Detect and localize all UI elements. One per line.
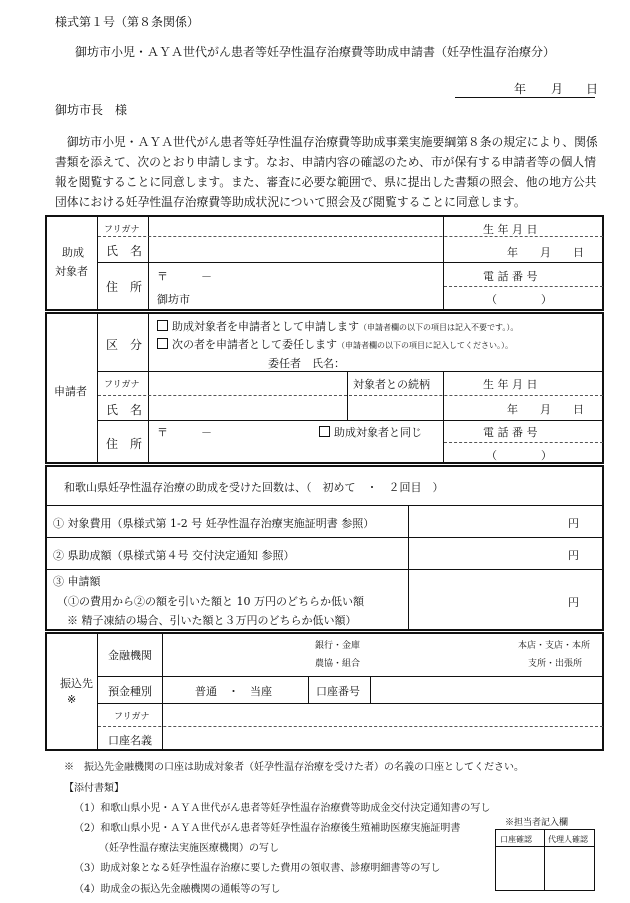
item3-line2: （①の費用から②の額を引いた額と 10 万円のどちらか低い額	[57, 595, 364, 608]
account-type-label: 預金種別	[108, 685, 152, 698]
item2-yen: 円	[568, 549, 579, 562]
relation-label: 対象者との続柄	[353, 378, 430, 391]
item3-title: ③ 申請額	[53, 575, 101, 588]
checkbox-self[interactable]	[157, 320, 168, 331]
intro-line-3: 報を閲覧することに同意します。また、審査に必要な範囲で、県に提出した書類の照会、他の地方公共	[55, 175, 597, 189]
applicant-name-label: 氏 名	[106, 403, 143, 417]
branch-types-2: 支所・出張所	[528, 659, 583, 669]
account-number-label: 口座番号	[316, 685, 360, 698]
subject-label-2: 対象者	[55, 265, 88, 278]
attachments-header: 【添付書類】	[64, 783, 124, 794]
subject-phone-value: （ ）	[486, 293, 552, 306]
applicant-option-delegate[interactable]: 次の者を申請者として委任します（申請者欄の以下の項目に記入してください。）。	[157, 336, 513, 352]
intro-line-2: 書類を添えて、次のとおり申請します。なお、申請内容の確認のため、市が保有する申請者等の個人情	[55, 155, 597, 169]
date-month-label: 月	[551, 82, 564, 96]
institution-label: 金融機関	[108, 649, 152, 662]
item1-label: ① 対象費用（県様式第 1-2 号 妊孕性温存治療実施証明書 参照）	[53, 517, 375, 530]
date-year-label: 年	[514, 82, 527, 96]
staff-col-agent-check: 代理人確認	[548, 835, 588, 844]
subject-name-input[interactable]	[150, 237, 442, 261]
applicant-furigana-label: フリガナ	[104, 380, 140, 390]
checkbox-delegate[interactable]	[157, 338, 168, 349]
subject-name-label: 氏 名	[106, 244, 143, 258]
attachment-4: （4）助成金の振込先金融機関の通帳等の写し	[74, 884, 281, 895]
subject-furigana-label: フリガナ	[104, 225, 140, 235]
applicant-postal-mark: 〒 －	[157, 426, 212, 439]
applicant-phone-value: （ ）	[486, 449, 552, 462]
addressee: 御坊市長 様	[55, 103, 128, 117]
item3-yen: 円	[568, 596, 579, 609]
item3-line3: ※ 精子凍結の場合、引いた額と３万円のどちらか低い額）	[67, 614, 357, 627]
applicant-option-self[interactable]: 助成対象者を申請者として申請します（申請者欄の以下の項目は記入不要です。）。	[157, 318, 518, 334]
delegate-name-label: 委任者 氏名：	[268, 357, 345, 370]
bank-furigana-label: フリガナ	[114, 712, 150, 722]
subject-city: 御坊市	[157, 293, 190, 306]
same-as-subject-option[interactable]: 助成対象者と同じ	[319, 424, 422, 440]
item1-yen: 円	[568, 517, 579, 530]
subject-postal-mark: 〒 －	[157, 270, 212, 283]
subject-phone-header: 電 話 番 号	[483, 270, 538, 283]
attachment-1: （1）和歌山県小児・ＡＹＡ世代がん患者等妊孕性温存治療費等助成金交付決定通知書の写し	[74, 803, 491, 814]
bank-note: ※ 振込先金融機関の口座は助成対象者（妊孕性温存治療を受けた者）の名義の口座としてください。	[64, 762, 524, 773]
bank-section-mark: ※	[67, 693, 77, 706]
staff-col-account-check: 口座確認	[500, 835, 532, 844]
form-number: 様式第１号（第８条関係）	[55, 15, 200, 29]
subject-address-label: 住 所	[106, 280, 143, 294]
intro-line-1: 御坊市小児・ＡＹＡ世代がん患者等妊孕性温存治療費等助成事業実施要綱第８条の規定により、関係	[66, 135, 598, 149]
bank-section-label: 振込先	[60, 677, 93, 690]
item2-label: ② 県助成額（県様式第４号 交付決定通知 参照）	[53, 549, 295, 562]
attachment-2-cont: （妊孕性温存療法実施医療機関）の写し	[99, 843, 279, 854]
applicant-label: 申請者	[54, 385, 87, 398]
subject-label-1: 助成	[62, 246, 84, 259]
attachment-3: （3）助成対象となる妊孕性温存治療に要した費用の領収書、診療明細書等の写し	[74, 863, 441, 874]
grant-count-question: 和歌山県妊孕性温存治療の助成を受けた回数は、（ 初めて ・ ２回目 ）	[64, 481, 444, 494]
bank-types-2: 農協・組合	[315, 659, 361, 669]
date-underline	[455, 97, 595, 98]
staff-box-header: ※担当者記入欄	[505, 818, 569, 828]
bank-types-1: 銀行・金庫	[315, 641, 361, 651]
page-title: 御坊市小児・ＡＹＡ世代がん患者等妊孕性温存治療費等助成申請書（妊孕性温存治療分）	[74, 45, 555, 59]
account-type-options[interactable]: 普通 ・ 当座	[195, 685, 272, 698]
applicant-birthdate-value: 年 月 日	[507, 403, 584, 416]
attachment-2: （2）和歌山県小児・ＡＹＡ世代がん患者等妊孕性温存治療後生殖補助医療実施証明書	[74, 823, 461, 834]
intro-line-4: 団体における妊孕性温存治療費等助成状況について照会及び閲覧することに同意します。	[55, 195, 526, 209]
checkbox-same-as-subject[interactable]	[319, 426, 330, 437]
date-day-label: 日	[586, 82, 599, 96]
account-holder-label: 口座名義	[108, 734, 152, 747]
applicant-phone-header: 電 話 番 号	[483, 426, 538, 439]
applicant-category-label: 区 分	[106, 338, 143, 352]
applicant-address-label: 住 所	[106, 437, 143, 451]
applicant-birthdate-header: 生 年 月 日	[483, 378, 538, 391]
subject-birthdate-value: 年 月 日	[507, 246, 584, 259]
branch-types-1: 本店・支店・本所	[518, 641, 591, 651]
subject-birthdate-header: 生 年 月 日	[483, 223, 538, 236]
